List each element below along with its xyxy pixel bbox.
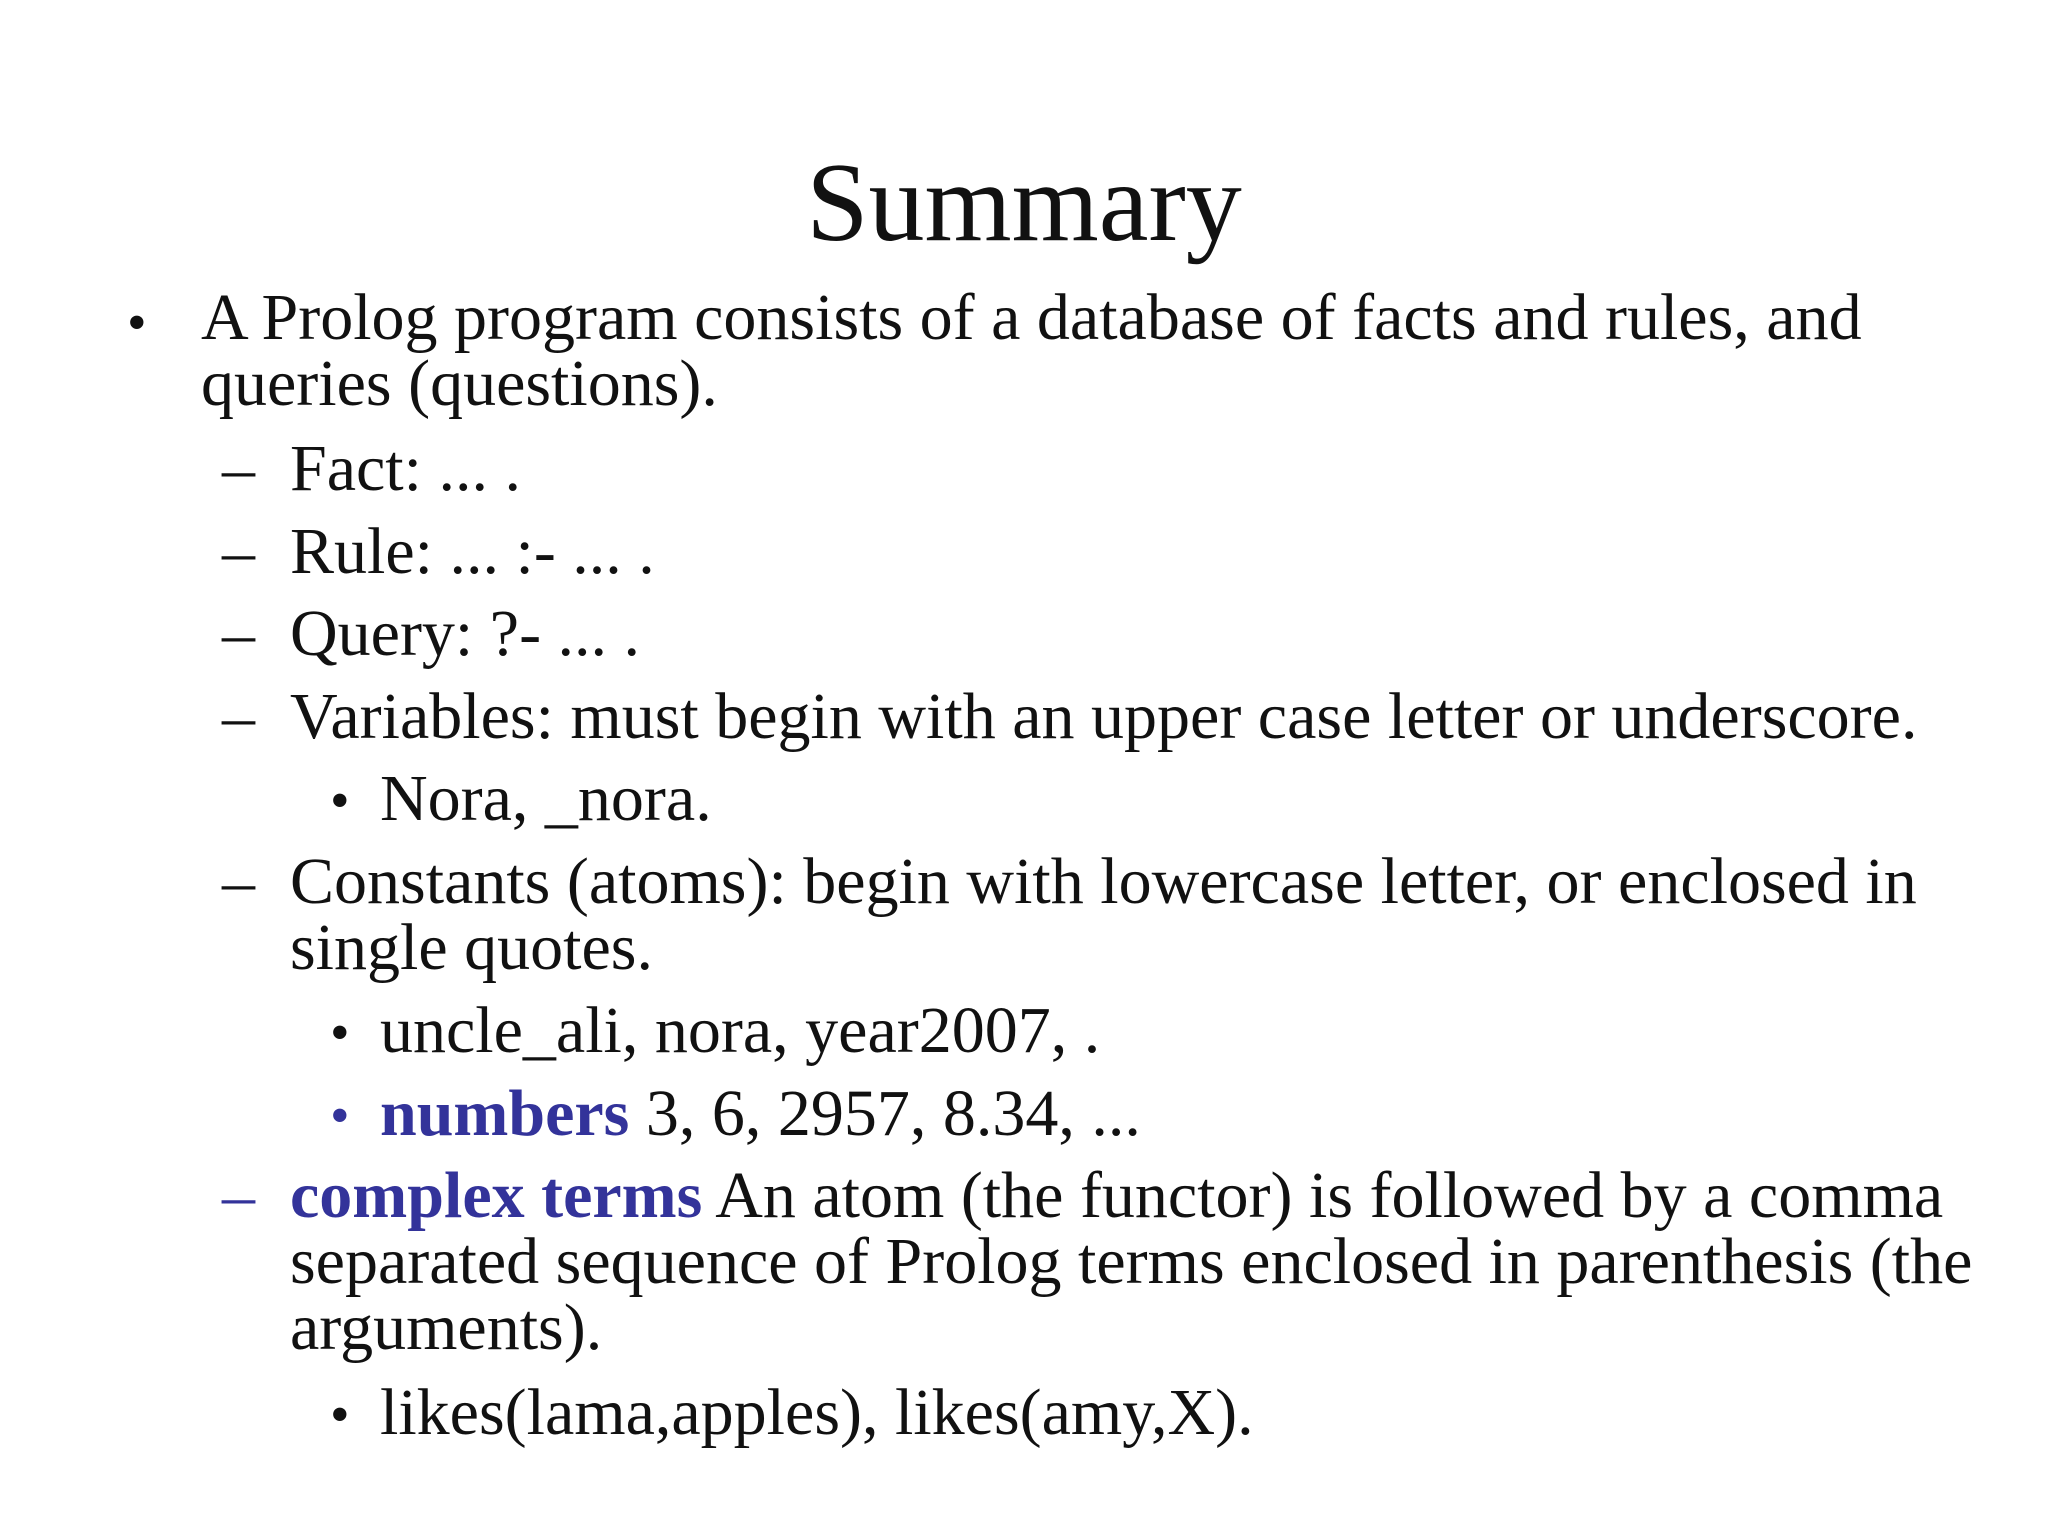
point1-line2: queries (questions). <box>201 347 718 420</box>
complex-line3: arguments). <box>290 1291 603 1364</box>
variables-example: Nora, _nora. <box>380 762 712 835</box>
complex-line2: separated sequence of Prolog terms enclosed in parenthesis (the <box>290 1225 1973 1298</box>
dash-icon: – <box>222 845 255 918</box>
dash-icon: – <box>222 680 255 753</box>
complex-text: An atom (the functor) is followed by a comma <box>702 1159 1944 1232</box>
complex-example: likes(lama,apples), likes(amy,X). <box>380 1376 1254 1449</box>
dash-icon: – <box>222 597 255 670</box>
constants-line1: Constants (atoms): begin with lowercase letter, or enclosed in <box>290 845 1917 918</box>
dash-icon: – <box>222 1159 255 1232</box>
rule-item: Rule: ... :- ... . <box>290 515 655 588</box>
constants-example: uncle_ali, nora, year2007, . <box>380 994 1101 1067</box>
bullet-icon: • <box>330 770 350 832</box>
complex-keyword: complex terms <box>290 1159 703 1232</box>
point1-line1: A Prolog program consists of a database of facts and rules, and <box>201 281 1862 354</box>
dash-icon: – <box>222 432 255 505</box>
bullet-icon: • <box>330 1002 350 1064</box>
slide-title: Summary <box>806 141 1242 265</box>
numbers-keyword: numbers <box>380 1077 630 1150</box>
constants-line2: single quotes. <box>290 911 653 984</box>
numbers-text: 3, 6, 2957, 8.34, ... <box>629 1077 1141 1150</box>
numbers-item <box>380 1077 1141 1150</box>
bullet-icon: • <box>330 1085 350 1147</box>
dash-icon: – <box>222 515 255 588</box>
variables-item: Variables: must begin with an upper case letter or underscore. <box>290 680 1918 753</box>
query-item: Query: ?- ... . <box>290 597 641 670</box>
fact-item: Fact: ... . <box>290 432 521 505</box>
complex-line1 <box>290 1159 1944 1232</box>
bullet-icon: • <box>127 292 147 354</box>
bullet-icon: • <box>330 1384 350 1446</box>
